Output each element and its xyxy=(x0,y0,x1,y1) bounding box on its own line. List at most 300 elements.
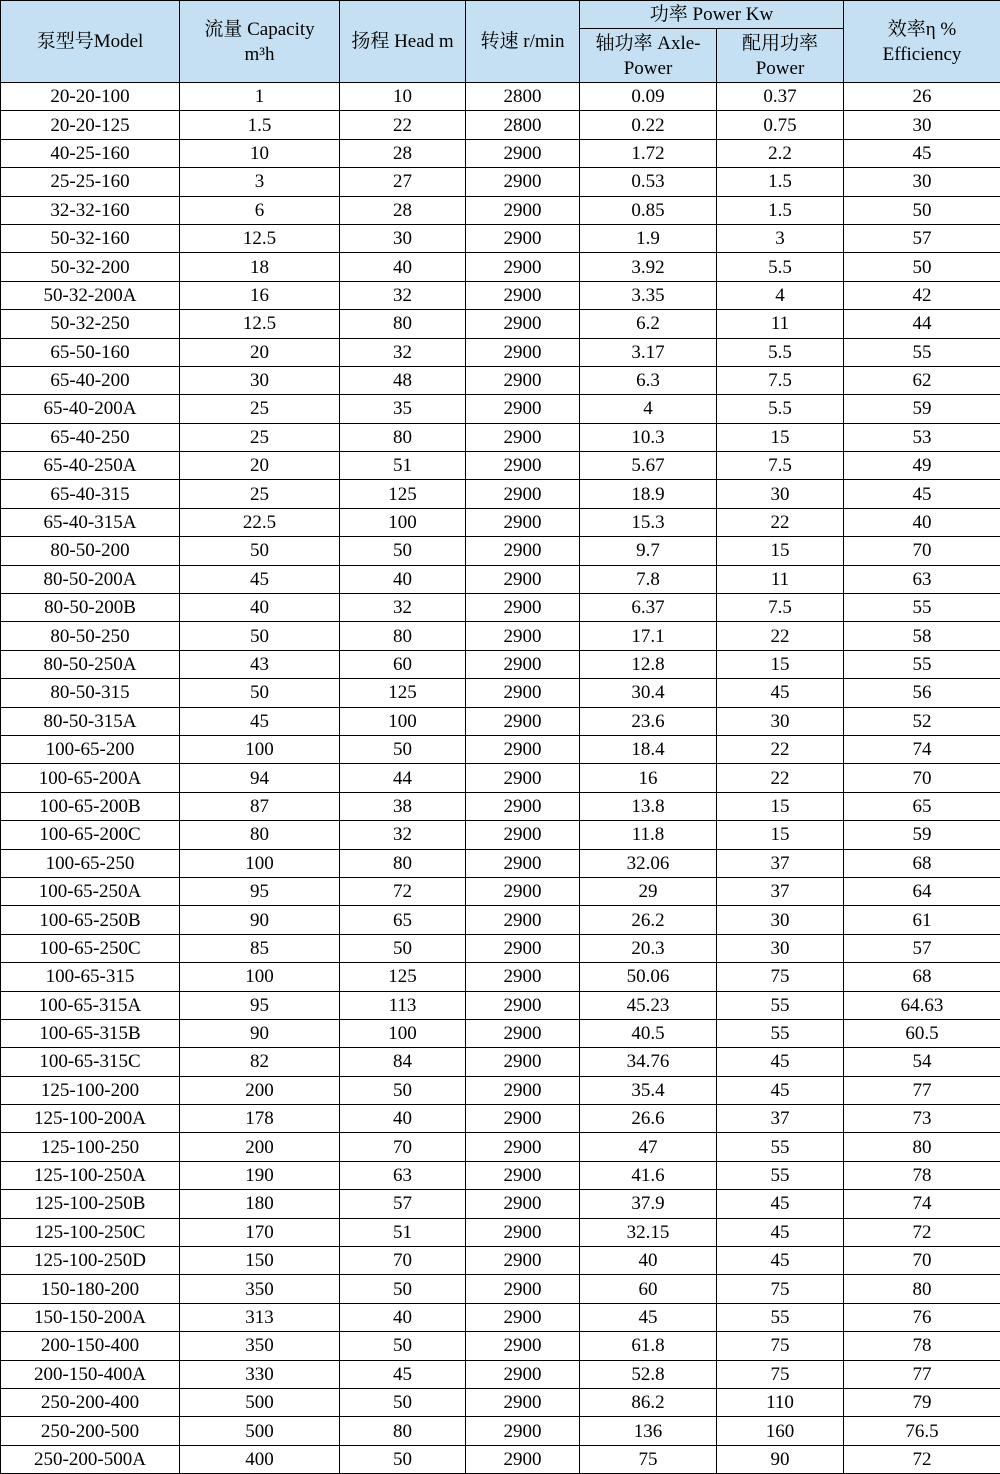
axle-power-cell: 3.35 xyxy=(580,281,717,309)
speed-cell: 2900 xyxy=(466,1445,580,1473)
speed-cell: 2900 xyxy=(466,338,580,366)
speed-cell: 2900 xyxy=(466,934,580,962)
efficiency-cell: 70 xyxy=(844,1247,1000,1275)
matched-power-cell: 15 xyxy=(717,537,844,565)
matched-power-cell: 75 xyxy=(717,963,844,991)
table-row xyxy=(1,1019,1000,1047)
head-cell: 51 xyxy=(340,1218,466,1246)
capacity-cell: 80 xyxy=(180,821,340,849)
model-cell: 80-50-315 xyxy=(1,679,180,707)
axle-power-cell: 0.22 xyxy=(580,111,717,139)
capacity-cell: 50 xyxy=(180,537,340,565)
table-row xyxy=(1,707,1000,735)
model-cell: 25-25-160 xyxy=(1,168,180,196)
model-cell: 80-50-200B xyxy=(1,594,180,622)
head-cell: 48 xyxy=(340,366,466,394)
head-cell: 100 xyxy=(340,707,466,735)
axle-power-cell: 0.09 xyxy=(580,83,717,111)
capacity-cell: 330 xyxy=(180,1360,340,1388)
axle-power-cell: 3.92 xyxy=(580,253,717,281)
efficiency-cell: 30 xyxy=(844,168,1000,196)
head-cell: 32 xyxy=(340,281,466,309)
capacity-cell: 100 xyxy=(180,849,340,877)
model-cell: 100-65-315B xyxy=(1,1019,180,1047)
model-cell: 100-65-315C xyxy=(1,1048,180,1076)
header-efficiency-unit: Efficiency xyxy=(846,42,998,67)
head-cell: 40 xyxy=(340,1105,466,1133)
table-header xyxy=(1,1,1000,83)
model-cell: 125-100-250D xyxy=(1,1247,180,1275)
efficiency-cell: 55 xyxy=(844,594,1000,622)
table-row xyxy=(1,253,1000,281)
head-cell: 32 xyxy=(340,821,466,849)
matched-power-cell: 75 xyxy=(717,1332,844,1360)
capacity-cell: 90 xyxy=(180,906,340,934)
model-cell: 100-65-200A xyxy=(1,764,180,792)
matched-power-cell: 15 xyxy=(717,423,844,451)
capacity-cell: 25 xyxy=(180,480,340,508)
efficiency-cell: 53 xyxy=(844,423,1000,451)
model-cell: 150-150-200A xyxy=(1,1303,180,1331)
axle-power-cell: 18.9 xyxy=(580,480,717,508)
model-cell: 80-50-250 xyxy=(1,622,180,650)
table-row xyxy=(1,594,1000,622)
head-cell: 80 xyxy=(340,310,466,338)
capacity-cell: 22.5 xyxy=(180,508,340,536)
header-speed: 转速 r/min xyxy=(466,1,580,83)
matched-power-cell: 4 xyxy=(717,281,844,309)
axle-power-cell: 18.4 xyxy=(580,735,717,763)
capacity-cell: 12.5 xyxy=(180,224,340,252)
head-cell: 38 xyxy=(340,792,466,820)
model-cell: 100-65-200B xyxy=(1,792,180,820)
capacity-cell: 95 xyxy=(180,991,340,1019)
efficiency-cell: 73 xyxy=(844,1105,1000,1133)
speed-cell: 2900 xyxy=(466,650,580,678)
efficiency-cell: 77 xyxy=(844,1360,1000,1388)
model-cell: 65-40-315A xyxy=(1,508,180,536)
axle-power-cell: 37.9 xyxy=(580,1190,717,1218)
matched-power-cell: 75 xyxy=(717,1275,844,1303)
efficiency-cell: 70 xyxy=(844,764,1000,792)
table-row xyxy=(1,423,1000,451)
axle-power-cell: 6.37 xyxy=(580,594,717,622)
model-cell: 125-100-200A xyxy=(1,1105,180,1133)
table-row xyxy=(1,1048,1000,1076)
head-cell: 80 xyxy=(340,849,466,877)
efficiency-cell: 57 xyxy=(844,224,1000,252)
matched-power-cell: 0.75 xyxy=(717,111,844,139)
axle-power-cell: 12.8 xyxy=(580,650,717,678)
head-cell: 70 xyxy=(340,1247,466,1275)
efficiency-cell: 42 xyxy=(844,281,1000,309)
matched-power-cell: 15 xyxy=(717,821,844,849)
speed-cell: 2900 xyxy=(466,508,580,536)
axle-power-cell: 20.3 xyxy=(580,934,717,962)
capacity-cell: 45 xyxy=(180,707,340,735)
table-row xyxy=(1,877,1000,905)
speed-cell: 2800 xyxy=(466,83,580,111)
head-cell: 125 xyxy=(340,963,466,991)
capacity-cell: 12.5 xyxy=(180,310,340,338)
table-row xyxy=(1,849,1000,877)
head-cell: 80 xyxy=(340,622,466,650)
table-row xyxy=(1,1417,1000,1445)
efficiency-cell: 26 xyxy=(844,83,1000,111)
matched-power-cell: 22 xyxy=(717,508,844,536)
capacity-cell: 85 xyxy=(180,934,340,962)
efficiency-cell: 50 xyxy=(844,253,1000,281)
efficiency-cell: 44 xyxy=(844,310,1000,338)
efficiency-cell: 60.5 xyxy=(844,1019,1000,1047)
capacity-cell: 6 xyxy=(180,196,340,224)
axle-power-cell: 41.6 xyxy=(580,1161,717,1189)
speed-cell: 2900 xyxy=(466,707,580,735)
matched-power-cell: 11 xyxy=(717,310,844,338)
capacity-cell: 313 xyxy=(180,1303,340,1331)
model-cell: 250-200-500A xyxy=(1,1445,180,1473)
matched-power-cell: 11 xyxy=(717,565,844,593)
table-row xyxy=(1,963,1000,991)
head-cell: 45 xyxy=(340,1360,466,1388)
model-cell: 50-32-160 xyxy=(1,224,180,252)
head-cell: 50 xyxy=(340,1076,466,1104)
table-row xyxy=(1,1161,1000,1189)
axle-power-cell: 6.2 xyxy=(580,310,717,338)
speed-cell: 2900 xyxy=(466,735,580,763)
head-cell: 125 xyxy=(340,679,466,707)
model-cell: 100-65-200C xyxy=(1,821,180,849)
capacity-cell: 350 xyxy=(180,1275,340,1303)
matched-power-cell: 45 xyxy=(717,1190,844,1218)
capacity-cell: 45 xyxy=(180,565,340,593)
model-cell: 80-50-200A xyxy=(1,565,180,593)
head-cell: 100 xyxy=(340,1019,466,1047)
table-row xyxy=(1,764,1000,792)
model-cell: 50-32-200 xyxy=(1,253,180,281)
matched-power-cell: 110 xyxy=(717,1388,844,1416)
efficiency-cell: 61 xyxy=(844,906,1000,934)
capacity-cell: 82 xyxy=(180,1048,340,1076)
head-cell: 28 xyxy=(340,196,466,224)
head-cell: 57 xyxy=(340,1190,466,1218)
axle-power-cell: 52.8 xyxy=(580,1360,717,1388)
speed-cell: 2900 xyxy=(466,395,580,423)
head-cell: 50 xyxy=(340,1445,466,1473)
matched-power-cell: 1.5 xyxy=(717,168,844,196)
matched-power-cell: 37 xyxy=(717,849,844,877)
matched-power-cell: 55 xyxy=(717,991,844,1019)
model-cell: 200-150-400 xyxy=(1,1332,180,1360)
speed-cell: 2900 xyxy=(466,139,580,167)
capacity-cell: 95 xyxy=(180,877,340,905)
model-cell: 125-100-250A xyxy=(1,1161,180,1189)
model-cell: 250-200-500 xyxy=(1,1417,180,1445)
model-cell: 100-65-315A xyxy=(1,991,180,1019)
efficiency-cell: 54 xyxy=(844,1048,1000,1076)
model-cell: 125-100-250B xyxy=(1,1190,180,1218)
speed-cell: 2900 xyxy=(466,537,580,565)
head-cell: 44 xyxy=(340,764,466,792)
efficiency-cell: 76.5 xyxy=(844,1417,1000,1445)
speed-cell: 2900 xyxy=(466,1105,580,1133)
speed-cell: 2900 xyxy=(466,849,580,877)
speed-cell: 2900 xyxy=(466,906,580,934)
efficiency-cell: 59 xyxy=(844,395,1000,423)
matched-power-cell: 45 xyxy=(717,1247,844,1275)
axle-power-cell: 23.6 xyxy=(580,707,717,735)
speed-cell: 2900 xyxy=(466,253,580,281)
head-cell: 27 xyxy=(340,168,466,196)
efficiency-cell: 45 xyxy=(844,480,1000,508)
speed-cell: 2900 xyxy=(466,594,580,622)
model-cell: 100-65-250B xyxy=(1,906,180,934)
capacity-cell: 1 xyxy=(180,83,340,111)
table-row xyxy=(1,224,1000,252)
table-row xyxy=(1,1332,1000,1360)
axle-power-cell: 0.53 xyxy=(580,168,717,196)
capacity-cell: 50 xyxy=(180,679,340,707)
matched-power-cell: 7.5 xyxy=(717,594,844,622)
efficiency-cell: 76 xyxy=(844,1303,1000,1331)
efficiency-cell: 50 xyxy=(844,196,1000,224)
capacity-cell: 200 xyxy=(180,1076,340,1104)
speed-cell: 2900 xyxy=(466,1218,580,1246)
efficiency-cell: 64.63 xyxy=(844,991,1000,1019)
model-cell: 80-50-200 xyxy=(1,537,180,565)
efficiency-cell: 74 xyxy=(844,1190,1000,1218)
speed-cell: 2900 xyxy=(466,1076,580,1104)
matched-power-cell: 30 xyxy=(717,906,844,934)
axle-power-cell: 50.06 xyxy=(580,963,717,991)
matched-power-cell: 0.37 xyxy=(717,83,844,111)
axle-power-cell: 61.8 xyxy=(580,1332,717,1360)
head-cell: 10 xyxy=(340,83,466,111)
efficiency-cell: 59 xyxy=(844,821,1000,849)
table-row xyxy=(1,83,1000,111)
head-cell: 51 xyxy=(340,452,466,480)
table-row xyxy=(1,366,1000,394)
efficiency-cell: 64 xyxy=(844,877,1000,905)
axle-power-cell: 32.15 xyxy=(580,1218,717,1246)
model-cell: 100-65-250 xyxy=(1,849,180,877)
efficiency-cell: 55 xyxy=(844,338,1000,366)
axle-power-cell: 40 xyxy=(580,1247,717,1275)
efficiency-cell: 68 xyxy=(844,849,1000,877)
axle-power-cell: 11.8 xyxy=(580,821,717,849)
speed-cell: 2900 xyxy=(466,877,580,905)
speed-cell: 2900 xyxy=(466,1303,580,1331)
capacity-cell: 20 xyxy=(180,452,340,480)
axle-power-cell: 3.17 xyxy=(580,338,717,366)
speed-cell: 2900 xyxy=(466,1332,580,1360)
model-cell: 65-40-315 xyxy=(1,480,180,508)
table-row xyxy=(1,622,1000,650)
header-axle-power-line1: 轴功率 Axle- xyxy=(582,31,714,56)
head-cell: 30 xyxy=(340,224,466,252)
speed-cell: 2900 xyxy=(466,622,580,650)
capacity-cell: 94 xyxy=(180,764,340,792)
capacity-cell: 40 xyxy=(180,594,340,622)
efficiency-cell: 62 xyxy=(844,366,1000,394)
table-row xyxy=(1,196,1000,224)
table-row xyxy=(1,991,1000,1019)
efficiency-cell: 72 xyxy=(844,1218,1000,1246)
header-power-group: 功率 Power Kw xyxy=(580,1,844,29)
speed-cell: 2900 xyxy=(466,679,580,707)
head-cell: 50 xyxy=(340,1275,466,1303)
speed-cell: 2900 xyxy=(466,1388,580,1416)
model-cell: 100-65-200 xyxy=(1,735,180,763)
speed-cell: 2900 xyxy=(466,168,580,196)
speed-cell: 2900 xyxy=(466,1161,580,1189)
axle-power-cell: 40.5 xyxy=(580,1019,717,1047)
header-matched-power-line1: 配用功率 xyxy=(719,31,841,56)
model-cell: 20-20-100 xyxy=(1,83,180,111)
capacity-cell: 50 xyxy=(180,622,340,650)
model-cell: 50-32-200A xyxy=(1,281,180,309)
efficiency-cell: 57 xyxy=(844,934,1000,962)
table-row xyxy=(1,1303,1000,1331)
header-axle-power-line2: Power xyxy=(582,56,714,81)
model-cell: 80-50-250A xyxy=(1,650,180,678)
speed-cell: 2900 xyxy=(466,452,580,480)
header-matched-power-line2: Power xyxy=(719,56,841,81)
speed-cell: 2900 xyxy=(466,281,580,309)
axle-power-cell: 32.06 xyxy=(580,849,717,877)
matched-power-cell: 90 xyxy=(717,1445,844,1473)
axle-power-cell: 60 xyxy=(580,1275,717,1303)
speed-cell: 2900 xyxy=(466,764,580,792)
axle-power-cell: 0.85 xyxy=(580,196,717,224)
capacity-cell: 10 xyxy=(180,139,340,167)
efficiency-cell: 52 xyxy=(844,707,1000,735)
table-row xyxy=(1,1133,1000,1161)
model-cell: 40-25-160 xyxy=(1,139,180,167)
capacity-cell: 100 xyxy=(180,963,340,991)
table-row xyxy=(1,111,1000,139)
axle-power-cell: 1.72 xyxy=(580,139,717,167)
matched-power-cell: 45 xyxy=(717,1076,844,1104)
header-axle-power xyxy=(580,29,717,83)
efficiency-cell: 58 xyxy=(844,622,1000,650)
matched-power-cell: 37 xyxy=(717,1105,844,1133)
header-model: 泵型号Model xyxy=(1,1,180,83)
header-capacity-unit: m³h xyxy=(182,42,337,67)
table-row xyxy=(1,1388,1000,1416)
efficiency-cell: 65 xyxy=(844,792,1000,820)
model-cell: 65-40-250 xyxy=(1,423,180,451)
speed-cell: 2900 xyxy=(466,310,580,338)
matched-power-cell: 15 xyxy=(717,792,844,820)
table-row xyxy=(1,1218,1000,1246)
head-cell: 113 xyxy=(340,991,466,1019)
head-cell: 50 xyxy=(340,537,466,565)
speed-cell: 2900 xyxy=(466,565,580,593)
speed-cell: 2900 xyxy=(466,1275,580,1303)
matched-power-cell: 45 xyxy=(717,1218,844,1246)
matched-power-cell: 160 xyxy=(717,1417,844,1445)
head-cell: 84 xyxy=(340,1048,466,1076)
model-cell: 125-100-200 xyxy=(1,1076,180,1104)
matched-power-cell: 55 xyxy=(717,1161,844,1189)
efficiency-cell: 78 xyxy=(844,1332,1000,1360)
matched-power-cell: 55 xyxy=(717,1019,844,1047)
efficiency-cell: 49 xyxy=(844,452,1000,480)
model-cell: 65-50-160 xyxy=(1,338,180,366)
capacity-cell: 1.5 xyxy=(180,111,340,139)
head-cell: 60 xyxy=(340,650,466,678)
matched-power-cell: 75 xyxy=(717,1360,844,1388)
header-efficiency xyxy=(844,1,1000,83)
axle-power-cell: 29 xyxy=(580,877,717,905)
matched-power-cell: 22 xyxy=(717,735,844,763)
speed-cell: 2900 xyxy=(466,196,580,224)
capacity-cell: 500 xyxy=(180,1417,340,1445)
header-efficiency-label: 效率η % xyxy=(846,17,998,42)
axle-power-cell: 4 xyxy=(580,395,717,423)
efficiency-cell: 77 xyxy=(844,1076,1000,1104)
capacity-cell: 178 xyxy=(180,1105,340,1133)
efficiency-cell: 79 xyxy=(844,1388,1000,1416)
axle-power-cell: 35.4 xyxy=(580,1076,717,1104)
speed-cell: 2900 xyxy=(466,1133,580,1161)
axle-power-cell: 1.9 xyxy=(580,224,717,252)
head-cell: 32 xyxy=(340,338,466,366)
efficiency-cell: 74 xyxy=(844,735,1000,763)
table-row xyxy=(1,395,1000,423)
capacity-cell: 16 xyxy=(180,281,340,309)
matched-power-cell: 22 xyxy=(717,622,844,650)
head-cell: 80 xyxy=(340,1417,466,1445)
axle-power-cell: 34.76 xyxy=(580,1048,717,1076)
efficiency-cell: 55 xyxy=(844,650,1000,678)
model-cell: 200-150-400A xyxy=(1,1360,180,1388)
speed-cell: 2900 xyxy=(466,423,580,451)
head-cell: 40 xyxy=(340,253,466,281)
table-row xyxy=(1,1076,1000,1104)
capacity-cell: 400 xyxy=(180,1445,340,1473)
speed-cell: 2900 xyxy=(466,963,580,991)
head-cell: 50 xyxy=(340,735,466,763)
table-row xyxy=(1,821,1000,849)
model-cell: 65-40-250A xyxy=(1,452,180,480)
model-cell: 65-40-200A xyxy=(1,395,180,423)
table-row xyxy=(1,1247,1000,1275)
table-row xyxy=(1,139,1000,167)
capacity-cell: 150 xyxy=(180,1247,340,1275)
model-cell: 250-200-400 xyxy=(1,1388,180,1416)
axle-power-cell: 9.7 xyxy=(580,537,717,565)
table-row xyxy=(1,650,1000,678)
axle-power-cell: 6.3 xyxy=(580,366,717,394)
capacity-cell: 43 xyxy=(180,650,340,678)
speed-cell: 2900 xyxy=(466,1417,580,1445)
header-capacity xyxy=(180,1,340,83)
head-cell: 40 xyxy=(340,1303,466,1331)
matched-power-cell: 2.2 xyxy=(717,139,844,167)
model-cell: 80-50-315A xyxy=(1,707,180,735)
speed-cell: 2900 xyxy=(466,224,580,252)
head-cell: 50 xyxy=(340,1332,466,1360)
table-row xyxy=(1,452,1000,480)
model-cell: 20-20-125 xyxy=(1,111,180,139)
table-row xyxy=(1,1360,1000,1388)
efficiency-cell: 78 xyxy=(844,1161,1000,1189)
efficiency-cell: 30 xyxy=(844,111,1000,139)
table-row xyxy=(1,735,1000,763)
header-capacity-label: 流量 Capacity xyxy=(182,17,337,42)
